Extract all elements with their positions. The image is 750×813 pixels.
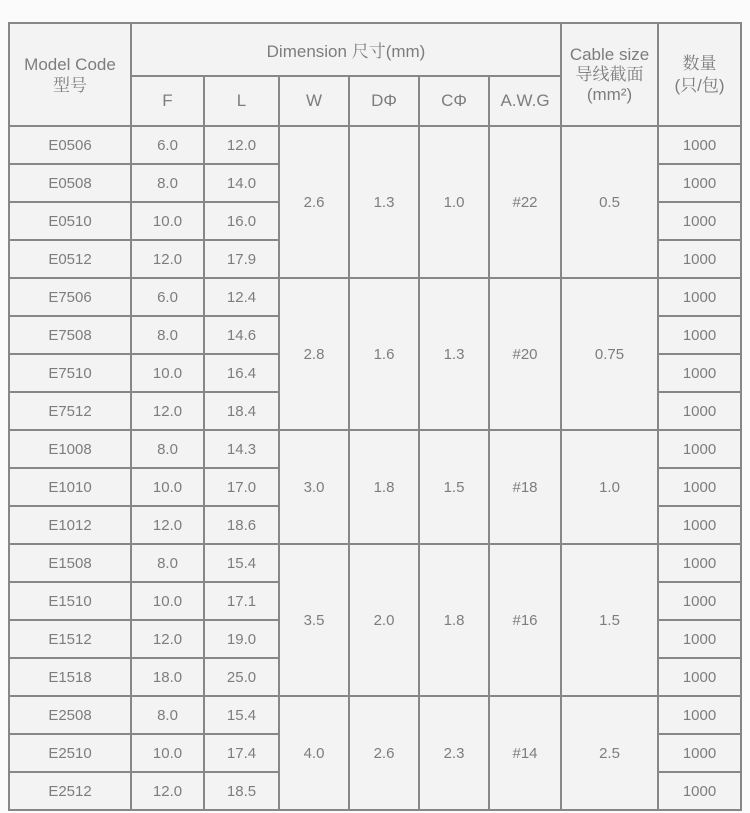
quantity-cell: 1000: [658, 620, 741, 658]
quantity-cell: 1000: [658, 734, 741, 772]
header-model-code-en: Model Code: [24, 54, 116, 74]
dim-l-cell: 15.4: [204, 696, 279, 734]
awg-cell: #20: [489, 278, 561, 430]
quantity-cell: 1000: [658, 658, 741, 696]
dim-f-cell: 8.0: [131, 316, 204, 354]
dim-f-cell: 12.0: [131, 772, 204, 810]
table-row: [9, 544, 741, 582]
quantity-cell: 1000: [658, 392, 741, 430]
dim-f-cell: 6.0: [131, 126, 204, 164]
dim-l-cell: 18.6: [204, 506, 279, 544]
dim-l-cell: 16.0: [204, 202, 279, 240]
dim-f-cell: 10.0: [131, 354, 204, 392]
table-body: [9, 126, 741, 810]
dim-f-cell: 12.0: [131, 240, 204, 278]
quantity-cell: 1000: [658, 468, 741, 506]
quantity-cell: 1000: [658, 126, 741, 164]
model-code-cell: E0512: [9, 240, 131, 278]
quantity-cell: 1000: [658, 544, 741, 582]
model-code-cell: E0510: [9, 202, 131, 240]
dim-f-cell: 12.0: [131, 506, 204, 544]
quantity-cell: 1000: [658, 316, 741, 354]
dim-l-cell: 17.9: [204, 240, 279, 278]
table-row: [9, 696, 741, 734]
awg-cell: #18: [489, 430, 561, 544]
quantity-cell: 1000: [658, 202, 741, 240]
model-code-cell: E2512: [9, 772, 131, 810]
header-col-f: F: [131, 76, 204, 126]
dim-f-cell: 10.0: [131, 734, 204, 772]
dim-l-cell: 14.6: [204, 316, 279, 354]
awg-cell: #16: [489, 544, 561, 696]
header-col-w: W: [279, 76, 349, 126]
model-code-cell: E2510: [9, 734, 131, 772]
dim-cphi-cell: 1.5: [419, 430, 489, 544]
header-cable-size-line3: (mm²): [586, 84, 633, 104]
awg-cell: #22: [489, 126, 561, 278]
table-row: [9, 430, 741, 468]
model-code-cell: E1508: [9, 544, 131, 582]
quantity-cell: 1000: [658, 772, 741, 810]
header-col-dphi: DΦ: [349, 76, 419, 126]
header-col-awg: A.W.G: [489, 76, 561, 126]
cable-size-cell: 2.5: [561, 696, 658, 810]
dim-f-cell: 8.0: [131, 544, 204, 582]
header-quantity-line2: (只/包): [674, 75, 725, 95]
dim-f-cell: 10.0: [131, 468, 204, 506]
model-code-cell: E7508: [9, 316, 131, 354]
cable-size-cell: 1.0: [561, 430, 658, 544]
model-code-cell: E1518: [9, 658, 131, 696]
model-code-cell: E7512: [9, 392, 131, 430]
model-code-cell: E1008: [9, 430, 131, 468]
quantity-cell: 1000: [658, 430, 741, 468]
dim-w-cell: 2.6: [279, 126, 349, 278]
header-model-code: [9, 23, 131, 126]
dim-f-cell: 12.0: [131, 620, 204, 658]
dim-f-cell: 6.0: [131, 278, 204, 316]
dim-f-cell: 8.0: [131, 696, 204, 734]
dim-dphi-cell: 2.0: [349, 544, 419, 696]
quantity-cell: 1000: [658, 696, 741, 734]
quantity-cell: 1000: [658, 354, 741, 392]
header-col-l: L: [204, 76, 279, 126]
spec-table: [8, 22, 742, 811]
header-quantity-line1: 数量: [682, 53, 717, 73]
dim-w-cell: 4.0: [279, 696, 349, 810]
model-code-cell: E1012: [9, 506, 131, 544]
quantity-cell: 1000: [658, 164, 741, 202]
dim-l-cell: 12.4: [204, 278, 279, 316]
quantity-cell: 1000: [658, 506, 741, 544]
dim-cphi-cell: 2.3: [419, 696, 489, 810]
dim-l-cell: 18.4: [204, 392, 279, 430]
header-quantity: [658, 23, 741, 126]
dim-l-cell: 17.4: [204, 734, 279, 772]
table-row: [9, 278, 741, 316]
cable-size-cell: 1.5: [561, 544, 658, 696]
header-cable-size-line2: 导线截面: [575, 64, 644, 84]
dim-l-cell: 16.4: [204, 354, 279, 392]
dim-l-cell: 19.0: [204, 620, 279, 658]
quantity-cell: 1000: [658, 278, 741, 316]
dim-w-cell: 3.0: [279, 430, 349, 544]
dim-l-cell: 25.0: [204, 658, 279, 696]
model-code-cell: E7506: [9, 278, 131, 316]
dim-l-cell: 14.0: [204, 164, 279, 202]
dim-f-cell: 10.0: [131, 202, 204, 240]
dim-l-cell: 12.0: [204, 126, 279, 164]
header-cable-size: [561, 23, 658, 126]
cable-size-cell: 0.5: [561, 126, 658, 278]
quantity-cell: 1000: [658, 582, 741, 620]
dim-f-cell: 12.0: [131, 392, 204, 430]
model-code-cell: E0506: [9, 126, 131, 164]
dim-dphi-cell: 2.6: [349, 696, 419, 810]
awg-cell: #14: [489, 696, 561, 810]
dim-cphi-cell: 1.0: [419, 126, 489, 278]
dim-l-cell: 17.0: [204, 468, 279, 506]
cable-size-cell: 0.75: [561, 278, 658, 430]
dim-w-cell: 2.8: [279, 278, 349, 430]
model-code-cell: E0508: [9, 164, 131, 202]
dim-dphi-cell: 1.6: [349, 278, 419, 430]
dim-l-cell: 17.1: [204, 582, 279, 620]
header-model-code-zh: 型号: [53, 75, 87, 95]
model-code-cell: E1010: [9, 468, 131, 506]
header-dimension: Dimension 尺寸(mm): [131, 23, 561, 76]
dim-l-cell: 18.5: [204, 772, 279, 810]
dim-f-cell: 10.0: [131, 582, 204, 620]
model-code-cell: E7510: [9, 354, 131, 392]
header-col-cphi: CΦ: [419, 76, 489, 126]
dim-dphi-cell: 1.8: [349, 430, 419, 544]
quantity-cell: 1000: [658, 240, 741, 278]
dim-w-cell: 3.5: [279, 544, 349, 696]
dim-f-cell: 18.0: [131, 658, 204, 696]
dim-f-cell: 8.0: [131, 430, 204, 468]
dim-l-cell: 15.4: [204, 544, 279, 582]
header-cable-size-line1: Cable size: [569, 44, 650, 64]
model-code-cell: E2508: [9, 696, 131, 734]
dim-dphi-cell: 1.3: [349, 126, 419, 278]
dim-cphi-cell: 1.8: [419, 544, 489, 696]
model-code-cell: E1512: [9, 620, 131, 658]
table-row: [9, 126, 741, 164]
dim-cphi-cell: 1.3: [419, 278, 489, 430]
dim-l-cell: 14.3: [204, 430, 279, 468]
dim-f-cell: 8.0: [131, 164, 204, 202]
model-code-cell: E1510: [9, 582, 131, 620]
